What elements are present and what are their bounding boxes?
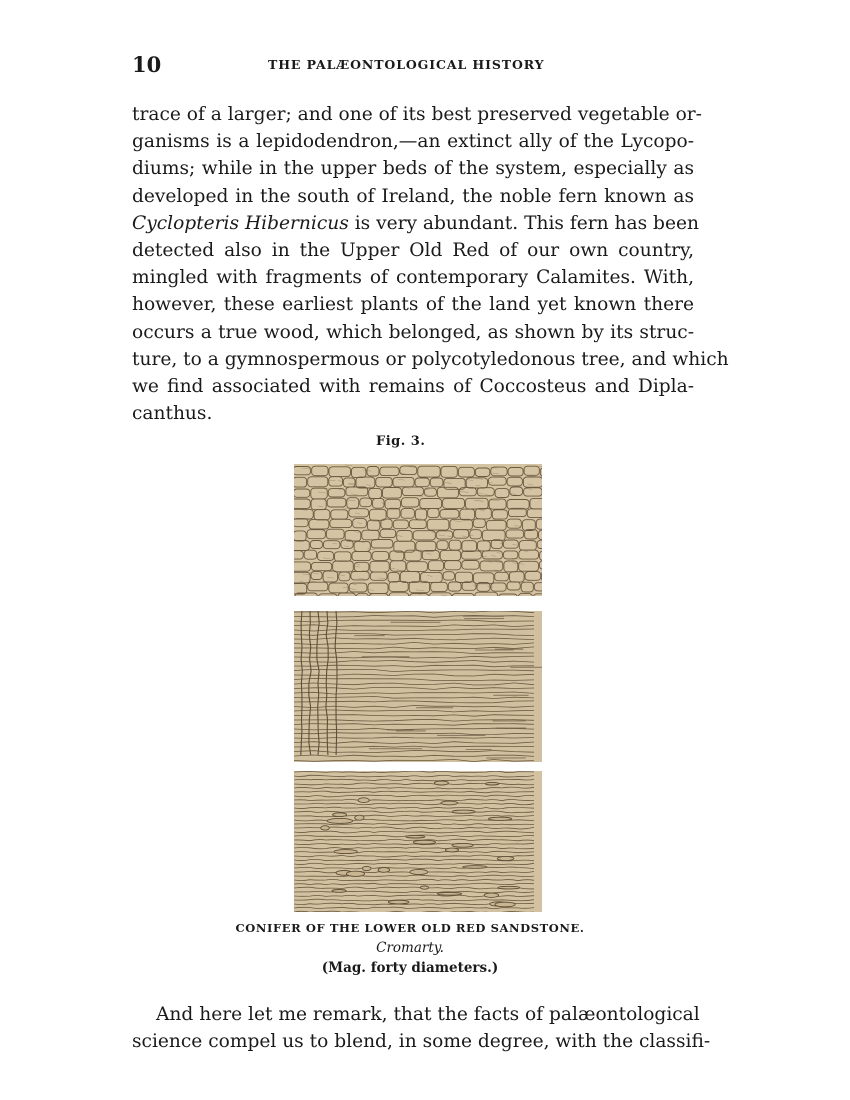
figure-magnification: (Mag. forty diameters.) bbox=[321, 960, 499, 976]
text-line: we find associated with remains of Coccosteus and Dipla- bbox=[132, 375, 694, 397]
text-line: diums; while in the upper beds of the system, especially as bbox=[132, 158, 694, 180]
text-line: occurs a true wood, which belonged, as shown by its struc- bbox=[132, 321, 694, 343]
page-number: 10 bbox=[132, 52, 162, 77]
cellular-texture-illustration bbox=[294, 464, 542, 596]
text-line: detected also in the Upper Old Red of our own country, bbox=[132, 239, 694, 261]
italic-species-name: Cyclopteris Hibernicus bbox=[132, 212, 349, 234]
figure-label: Fig. 3. bbox=[376, 434, 426, 449]
paragraph-1 bbox=[132, 101, 729, 427]
text-line: however, these earliest plants of the land yet known there bbox=[132, 294, 694, 316]
text-line-rest: is very abundant. This fern has been bbox=[354, 212, 699, 234]
figure-plate-cross-section bbox=[294, 464, 542, 596]
figure-plate-tangential-section bbox=[294, 771, 542, 912]
text-line: canthus. bbox=[132, 403, 213, 425]
running-head bbox=[132, 52, 692, 82]
text-line: science compel us to blend, in some degree, with the classifi- bbox=[132, 1031, 711, 1053]
tangential-fiber-illustration bbox=[294, 771, 542, 912]
text-line: ganisms is a lepidodendron,—an extinct ally of the Lycopo- bbox=[132, 131, 694, 153]
figure-plate-radial-section bbox=[294, 611, 542, 762]
text-line: ture, to a gymnospermous or polycotyledonous tree, and which bbox=[132, 348, 729, 370]
figure-location: Cromarty. bbox=[376, 940, 444, 956]
text-line: developed in the south of Ireland, the noble fern known as bbox=[132, 185, 694, 207]
paragraph-2 bbox=[132, 1001, 711, 1055]
text-line: trace of a larger; and one of its best preserved vegetable or- bbox=[132, 104, 702, 125]
figure-caption: CONIFER OF THE LOWER OLD RED SANDSTONE. bbox=[235, 921, 585, 935]
longitudinal-fiber-illustration bbox=[294, 611, 542, 762]
text-line-with-italic bbox=[132, 210, 699, 237]
text-line: mingled with fragments of contemporary Calamites. With, bbox=[132, 267, 694, 289]
text-line: And here let me remark, that the facts of palæontological bbox=[156, 1004, 700, 1025]
running-title: THE PALÆONTOLOGICAL HISTORY bbox=[268, 57, 545, 72]
